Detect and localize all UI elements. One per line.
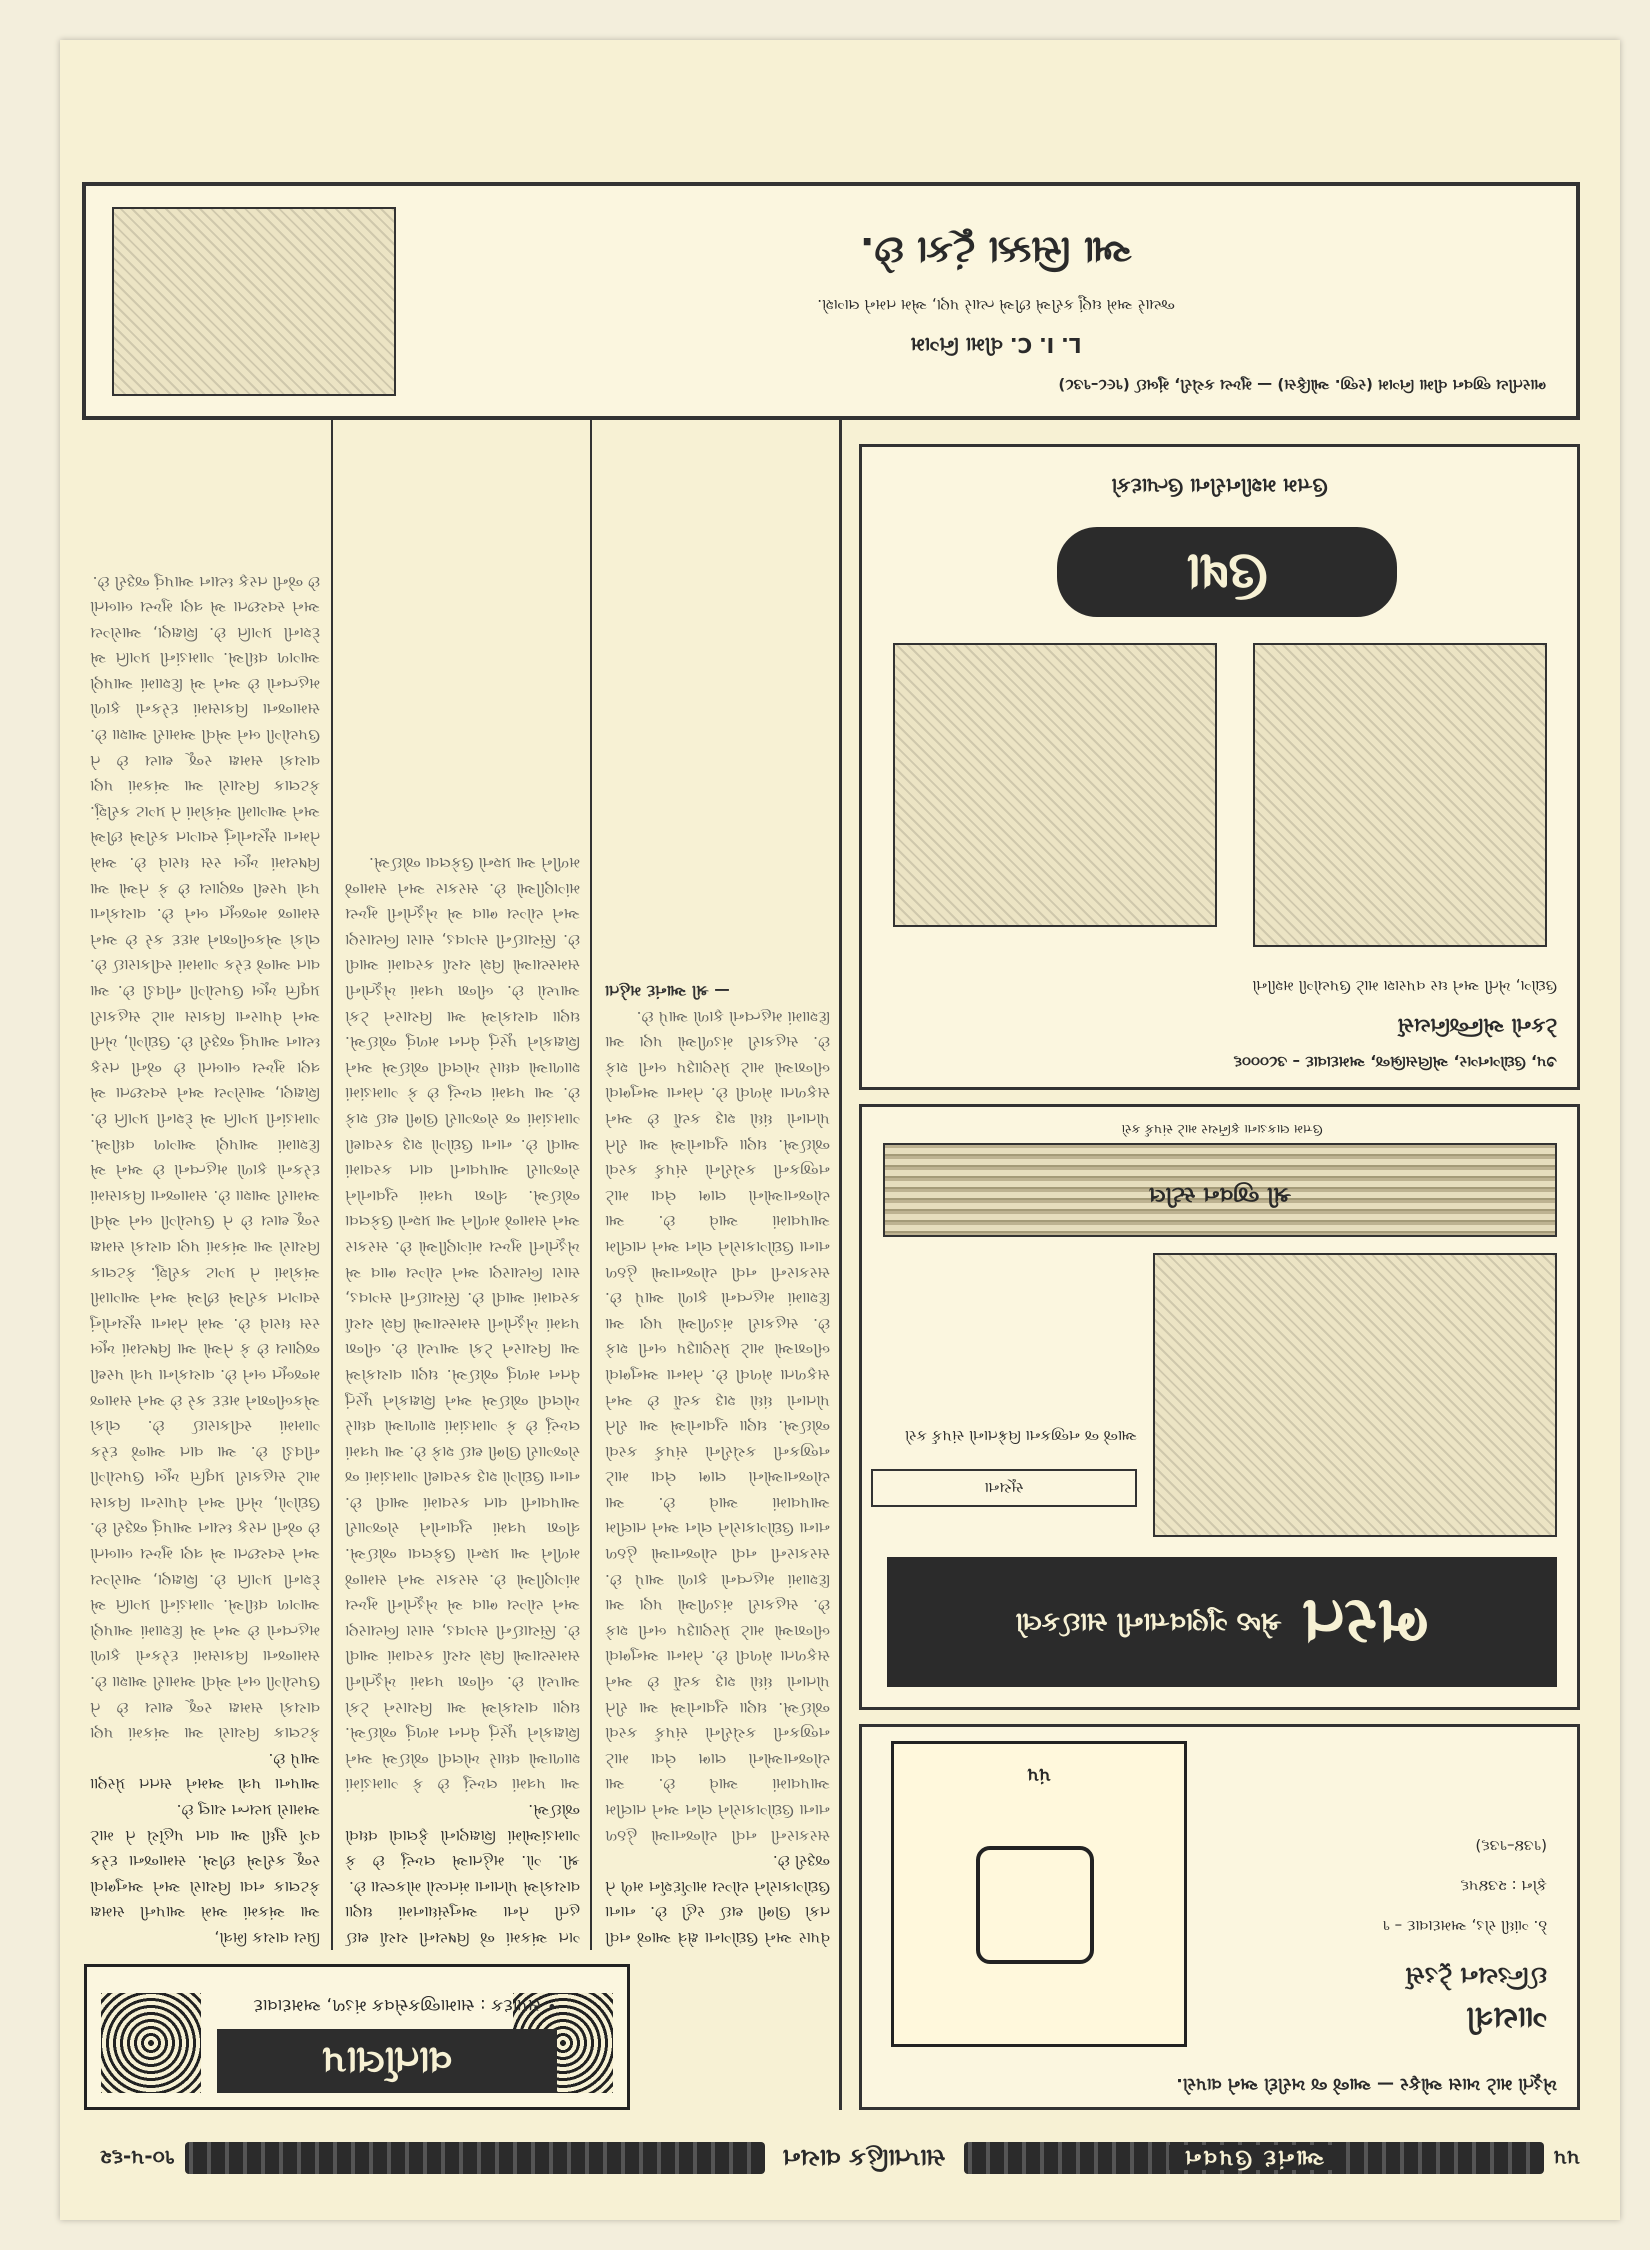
- masthead-band: [964, 2142, 1544, 2174]
- ad-lic-footer: ભારતીય જીવન વીમા નિગમ (રજી. ઓફિસ) — મુખ્ય કચેરી, મુંબઈ (૧૯૮–૧૩૮): [1058, 376, 1546, 394]
- article-signature: — શ્રી આનંદ મહેતા: [605, 982, 730, 1001]
- ad-usha-text: ઉદ્યોગ, ખેતી અને ઘર વપરાશ માટે ઉપયોગી મશીનો: [1252, 977, 1557, 995]
- paragraph: વેપાર અને ઉદ્યોગના ક્ષેત્રે આજે નવી તકો ઊભી થઈ રહી છે. નાના ઉદ્યોગકારોને યોગ્ય માર્ગદર્શન મળે તે જરૂરી છે.: [605, 1852, 830, 1947]
- cycle-machine-illustration: [1153, 1253, 1557, 1537]
- column-rule: [590, 210, 592, 1950]
- wood-panel: [883, 1143, 1557, 1237]
- ad-usha-address: ૭૫, ઉદ્યોગનગર, એલિસબ્રિજ, અમદાવાદ – ૩૮૦૦૦૬: [1233, 1053, 1557, 1071]
- ad-phone: ફોન : ૨૩૪૫૬: [1460, 1877, 1547, 1895]
- ad-pump-illustration: [891, 1741, 1187, 2047]
- salutation: પ્રિય વાચક મિત્રો,: [214, 1929, 320, 1947]
- column-subtitle: • સંપાદક : સામાજીકસેવક મંડળ, અમદાવાદ: [253, 1995, 557, 2015]
- ad-pumps: [859, 1724, 1580, 2110]
- ad-wood-footer: ઉત્તમ લાકડાના ફર્નિચર માટે સંપર્ક કરો: [1121, 1121, 1323, 1136]
- page-number: ૫૫: [1553, 2146, 1580, 2170]
- lic-illustration: [112, 207, 396, 396]
- ad-pump-box-text: પંપ: [1027, 1764, 1051, 1785]
- column-header: [84, 1964, 630, 2110]
- ad-usha-company: ટેકનો એન્જિનિયર્સ: [1397, 1014, 1557, 1038]
- ad-bharat-banner: [887, 1557, 1557, 1687]
- ad-footer: ખેડૂતો માટે ખાસ ઓફર — આજે જ ખરીદો અને વાપરો.: [1176, 2074, 1557, 2094]
- article-column-2: [345, 210, 580, 1950]
- ad-code: (૧૩૪–૧૩૬): [1475, 1837, 1547, 1855]
- column-title: વાર્તાલાપ: [217, 2029, 557, 2093]
- ad-lic-brand: L. I. C. વીમા નિગમ: [910, 333, 1082, 357]
- ad-address: ઠે. ગાંધી રોડ, અમદાવાદ – ૧: [1382, 1917, 1547, 1935]
- masthead: [100, 2136, 1580, 2180]
- paragraph: આ અંકમાં અમે આપની સમક્ષ કેટલાક નવા વિચારો અને અનુભવો રજૂ કરીએ છીએ. સમાજના દરેક વર્ગ સુધી આ વાત પહોંચે તે માટે અમારો પ્રયત્ન ચાલુ છે.: [90, 1801, 320, 1922]
- masthead-band-right: [185, 2142, 765, 2174]
- ad-bharat-brand: ભરત: [1301, 1585, 1429, 1659]
- paper-sheet: [60, 40, 1620, 2220]
- ad-heading: ગાયત્રી: [1466, 2000, 1547, 2035]
- ad-company-name: ઈન્ડિયન ટ્રેડર્સ: [1405, 1962, 1547, 1990]
- ad-usha-tagline: ઉત્તમ મશીનરીના ઉત્પાદકો: [1111, 474, 1328, 498]
- pump-icon: [976, 1846, 1094, 1964]
- article-column-1: [90, 210, 320, 1950]
- usha-machine-illustration-2: [893, 643, 1217, 927]
- column-rule: [839, 210, 842, 2110]
- paragraph: આપના પત્રો અમને સતત પ્રેરણા આપે છે.: [90, 1749, 320, 1794]
- ad-lic-body: જ્યારે અમે ઘણું કરીએ છીએ ત્યારે પણ, એમ તમને લાગશે.: [817, 296, 1175, 314]
- ad-wood-text: શ્રી જીવન સ્ટીલ: [1148, 1182, 1292, 1207]
- ad-usha: [859, 444, 1580, 1090]
- paragraph: શ્રી. ગો. મહેતાએ લખ્યું છે કે ગામડાંઓમાં શિક્ષણનો ફેલાવો વધવો જોઈએ.: [345, 1801, 580, 1871]
- ad-bharat-text: આજે જ નજીકના વિક્રેતાનો સંપર્ક કરો: [904, 1427, 1137, 1445]
- ad-bharat-label: સૂચના: [871, 1469, 1137, 1507]
- section-name: સાપ્તાહિક વાચન: [782, 2144, 946, 2172]
- ad-lic: [82, 182, 1580, 420]
- issue-date: ૧૦-૫-૬૨: [99, 2146, 175, 2170]
- filler-text: સરકારની નવી યોજનાઓ હેઠળ નાના ઉદ્યોગકારોને લોન અને તાલીમ આપવામાં આવે છે. આ યોજનાઓનો લાભ લેવા માટે નજીકની કચેરીનો સંપર્ક કરવો જોઈએ. ઘણા યુવાનોએ આ રીતે પોતાનો ધંધો શરૂ કર્યો છે અને સફળતા મેળવી છે. તેમના અનુભવો બીજાઓ માટે પ્રેરણારૂપ બની શકે છે. સહકારી મંડળીઓ પણ આ દિશામાં મહત્વનો ફાળો આપે છે. સરકારની નવી યોજનાઓ હેઠળ નાના ઉદ્યોગકારોને લોન અને તાલીમ આપવામાં આવે છે. આ યોજનાઓનો લાભ લેવા માટે નજીકની કચેરીનો સંપર્ક કરવો જોઈએ. ઘણા યુવાનોએ આ રીતે પોતાનો ધંધો શરૂ કર્યો છે અને સફળતા મેળવી છે. તેમના અનુભવો બીજાઓ માટે પ્રેરણારૂપ બની શકે છે. સહકારી મંડળીઓ પણ આ દિશામાં મહત્વનો ફાળો આપે છે. સરકારની નવી યોજનાઓ હેઠળ નાના ઉદ્યોગકારોને લોન અને તાલીમ આપવામાં આવે છે. આ યોજનાઓનો લાભ લેવા માટે નજીકની કચેરીનો સંપર્ક કરવો જોઈએ. ઘણા યુવાનોએ આ રીતે પોતાનો ધંધો શરૂ કર્યો છે અને સફળતા મેળવી છે. તેમના અનુભવો બીજાઓ માટે પ્રેરણારૂપ બની શકે છે. સહકારી મંડળીઓ પણ આ દિશામાં મહત્વનો ફાળો આપે છે.: [605, 1007, 830, 1845]
- filler-text: કેટલાક વિચારો આ અંકમાં પણ વાચકો સમક્ષ રજૂ થાય છે તે ઉપયોગી બને એવી અમારી આશા છે. સમાજના વિકાસમાં દરેકનો ફાળો મહત્વનો છે અને એ દિશામાં આપણે આગળ વધીએ. ગામડાંની પ્રગતિ એ દેશની પ્રગતિ છે. શિક્ષણ, આરોગ્ય અને સ્વચ્છતા એ ત્રણ મુખ્ય બાબતો છે જેની તરફ ધ્યાન આપવું જરૂરી છે. ઉદ્યોગો, ખેતી અને વેપારના વિકાસ માટે સહકારી પ્રવૃત્તિ ખૂબ ઉપયોગી નીવડી છે. આ વાત આજે દરેક ગામમાં સ્વીકારાઈ છે. લોકો એકબીજાને મદદ કરે છે અને સમાજ મજબૂત બને છે. વાચકોના પત્રો પરથી જણાય છે કે તેઓ આ વિષયમાં ખૂબ રસ ધરાવે છે. અમે તેમના સૂચનોનું સ્વાગત કરીએ છીએ અને આગામી અંકોમાં તે પ્રગટ કરીશું. કેટલાક વિચારો આ અંકમાં પણ વાચકો સમક્ષ રજૂ થાય છે તે ઉપયોગી બને એવી અમારી આશા છે. સમાજના વિકાસમાં દરેકનો ફાળો મહત્વનો છે અને એ દિશામાં આપણે આગળ વધીએ. ગામડાંની પ્રગતિ એ દેશની પ્રગતિ છે. શિક્ષણ, આરોગ્ય અને સ્વચ્છતા એ ત્રણ મુખ્ય બાબતો છે જેની તરફ ધ્યાન આપવું જરૂરી છે. ઉદ્યોગો, ખેતી અને વેપારના વિકાસ માટે સહકારી પ્રવૃત્તિ ખૂબ ઉપયોગી નીવડી છે. આ વાત આજે દરેક ગામમાં સ્વીકારાઈ છે. લોકો એકબીજાને મદદ કરે છે અને સમાજ મજબૂત બને છે. વાચકોના પત્રો પરથી જણાય છે કે તેઓ આ વિષયમાં ખૂબ રસ ધરાવે છે. અમે તેમના સૂચનોનું સ્વાગત કરીએ છીએ અને આગામી અંકોમાં તે પ્રગટ કરીશું. કેટલાક વિચારો આ અંકમાં પણ વાચકો સમક્ષ રજૂ થાય છે તે ઉપયોગી બને એવી અમારી આશા છે. સમાજના વિકાસમાં દરેકનો ફાળો મહત્વનો છે અને એ દિશામાં આપણે આગળ વધીએ. ગામડાંની પ્રગતિ એ દેશની પ્રગતિ છે. શિક્ષણ, આરોગ્ય અને સ્વચ્છતા એ ત્રણ મુખ્ય બાબતો છે જેની તરફ ધ્યાન આપવું જરૂરી છે.: [90, 572, 320, 1743]
- publication-name: આનંદ ઉપવન: [1169, 2146, 1338, 2171]
- ad-usha-brand: ઉષા: [1057, 527, 1397, 617]
- usha-machine-illustration-1: [1253, 643, 1547, 947]
- ad-bharat-tagline: શ્રેષ્ઠ ગુણવત્તાની સાઈકલો: [1015, 1607, 1282, 1638]
- ad-lic-headline: આ સિક્કા ટૂંકા છે.: [859, 229, 1133, 273]
- column-rule: [331, 210, 333, 1950]
- paragraph: ગત અંકમાં જે વિષયની ચર્ચા થઈ હતી તેના અનુસંધાનમાં ઘણા વાચકોએ પોતાના મંતવ્યો મોકલ્યા છે.: [345, 1877, 580, 1947]
- article-column-3: [605, 420, 830, 1950]
- filler-text: આ પત્રમાં લખ્યું છે કે ગામડાંમાં શાળાઓ વધારે ખોલવી જોઈએ અને શિક્ષકોને પૂરતું વેતન મળવું જોઈએ. ઘણા વાચકોએ આ વિચારને ટેકો આપ્યો છે. બીજા પત્રમાં ખેડૂતોની સમસ્યાઓ વિશે ચર્ચા કરવામાં આવી છે. સિંચાઈની સગવડ, સારા બિયારણ અને યોગ્ય ભાવ એ ખેડૂતોની મુખ્ય માંગણીઓ છે. સરકાર અને સમાજે મળીને આ પ્રશ્નો ઉકેલવા જોઈએ. ત્રીજા પત્રમાં યુવાનોને રોજગારી આપવાની વાત કરવામાં આવી છે. નાના ઉદ્યોગો શરૂ કરવાથી ગામડાંમાં જ રોજગારી ઊભી થઈ શકે છે. આ પત્રમાં લખ્યું છે કે ગામડાંમાં શાળાઓ વધારે ખોલવી જોઈએ અને શિક્ષકોને પૂરતું વેતન મળવું જોઈએ. ઘણા વાચકોએ આ વિચારને ટેકો આપ્યો છે. બીજા પત્રમાં ખેડૂતોની સમસ્યાઓ વિશે ચર્ચા કરવામાં આવી છે. સિંચાઈની સગવડ, સારા બિયારણ અને યોગ્ય ભાવ એ ખેડૂતોની મુખ્ય માંગણીઓ છે. સરકાર અને સમાજે મળીને આ પ્રશ્નો ઉકેલવા જોઈએ. ત્રીજા પત્રમાં યુવાનોને રોજગારી આપવાની વાત કરવામાં આવી છે. નાના ઉદ્યોગો શરૂ કરવાથી ગામડાંમાં જ રોજગારી ઊભી થઈ શકે છે. આ પત્રમાં લખ્યું છે કે ગામડાંમાં શાળાઓ વધારે ખોલવી જોઈએ અને શિક્ષકોને પૂરતું વેતન મળવું જોઈએ. ઘણા વાચકોએ આ વિચારને ટેકો આપ્યો છે. બીજા પત્રમાં ખેડૂતોની સમસ્યાઓ વિશે ચર્ચા કરવામાં આવી છે. સિંચાઈની સગવડ, સારા બિયારણ અને યોગ્ય ભાવ એ ખેડૂતોની મુખ્ય માંગણીઓ છે. સરકાર અને સમાજે મળીને આ પ્રશ્નો ઉકેલવા જોઈએ.: [345, 854, 580, 1794]
- ad-bharat: [859, 1104, 1580, 1710]
